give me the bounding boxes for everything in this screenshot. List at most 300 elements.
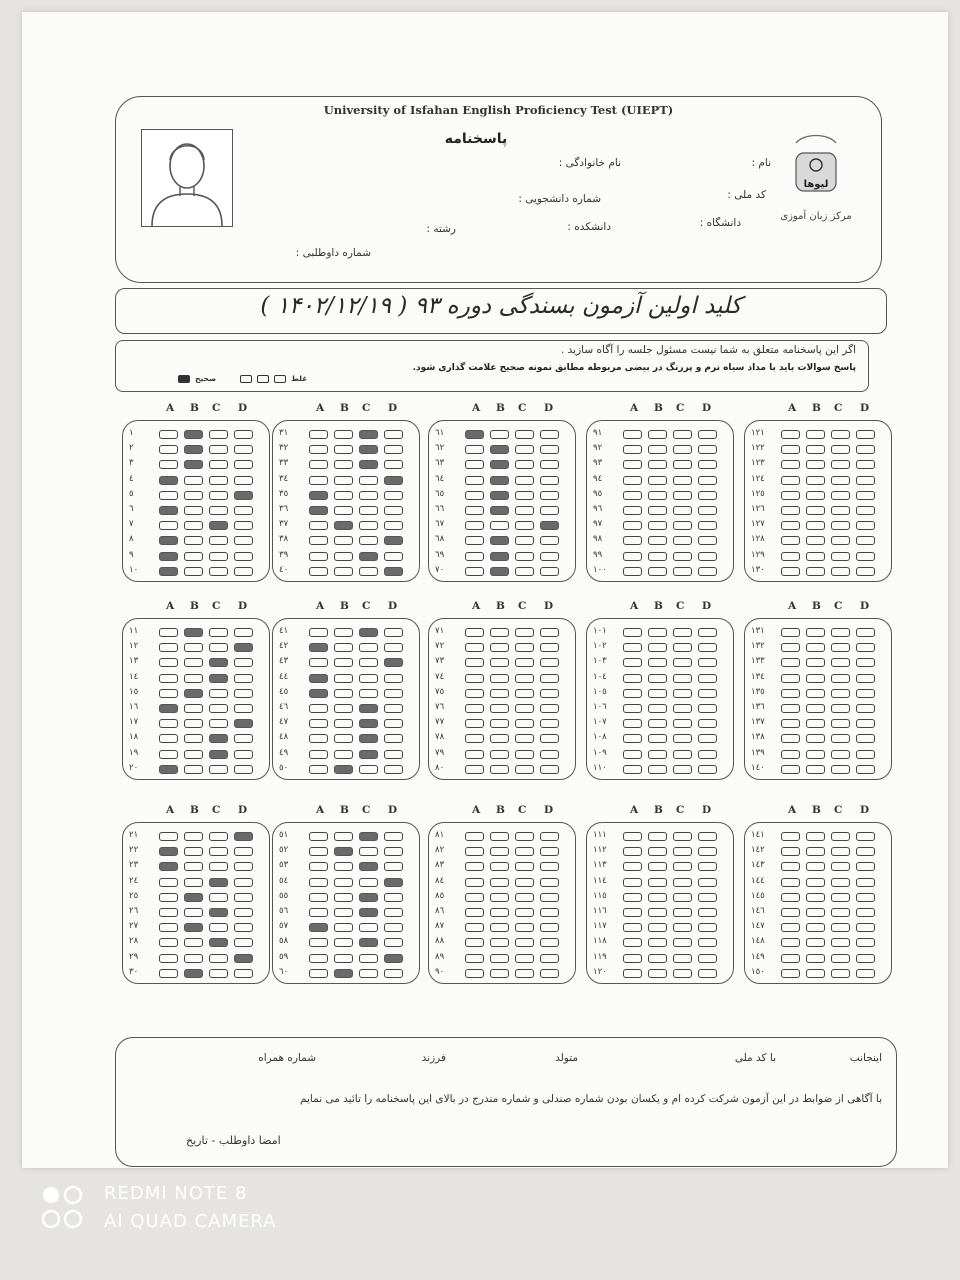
- answer-bubble-a[interactable]: [309, 521, 328, 530]
- answer-bubble-d[interactable]: [234, 750, 253, 759]
- answer-bubble-a[interactable]: [465, 674, 484, 683]
- answer-bubble-a[interactable]: [159, 704, 178, 713]
- answer-bubble-d[interactable]: [234, 893, 253, 902]
- answer-bubble-d[interactable]: [540, 893, 559, 902]
- answer-bubble-a[interactable]: [781, 750, 800, 759]
- answer-bubble-b[interactable]: [648, 476, 667, 485]
- answer-bubble-b[interactable]: [334, 430, 353, 439]
- answer-bubble-d[interactable]: [234, 506, 253, 515]
- answer-bubble-c[interactable]: [831, 908, 850, 917]
- answer-bubble-a[interactable]: [465, 460, 484, 469]
- answer-bubble-c[interactable]: [359, 765, 378, 774]
- answer-bubble-a[interactable]: [465, 567, 484, 576]
- answer-bubble-b[interactable]: [334, 734, 353, 743]
- answer-bubble-d[interactable]: [856, 862, 875, 871]
- answer-bubble-d[interactable]: [384, 893, 403, 902]
- answer-bubble-b[interactable]: [334, 847, 353, 856]
- answer-bubble-c[interactable]: [359, 923, 378, 932]
- answer-bubble-c[interactable]: [209, 847, 228, 856]
- answer-bubble-a[interactable]: [159, 938, 178, 947]
- answer-bubble-b[interactable]: [806, 765, 825, 774]
- answer-bubble-b[interactable]: [490, 878, 509, 887]
- answer-bubble-a[interactable]: [159, 430, 178, 439]
- answer-bubble-d[interactable]: [698, 734, 717, 743]
- answer-bubble-c[interactable]: [673, 536, 692, 545]
- answer-bubble-a[interactable]: [623, 430, 642, 439]
- answer-bubble-c[interactable]: [209, 674, 228, 683]
- answer-bubble-a[interactable]: [465, 765, 484, 774]
- answer-bubble-c[interactable]: [359, 445, 378, 454]
- answer-bubble-d[interactable]: [234, 954, 253, 963]
- answer-bubble-c[interactable]: [359, 521, 378, 530]
- answer-bubble-c[interactable]: [515, 476, 534, 485]
- answer-bubble-a[interactable]: [623, 476, 642, 485]
- answer-bubble-b[interactable]: [334, 689, 353, 698]
- answer-bubble-a[interactable]: [309, 954, 328, 963]
- answer-bubble-d[interactable]: [698, 476, 717, 485]
- answer-bubble-d[interactable]: [856, 536, 875, 545]
- answer-bubble-a[interactable]: [781, 878, 800, 887]
- answer-bubble-c[interactable]: [359, 430, 378, 439]
- answer-bubble-c[interactable]: [515, 765, 534, 774]
- answer-bubble-a[interactable]: [465, 719, 484, 728]
- answer-bubble-d[interactable]: [540, 460, 559, 469]
- answer-bubble-d[interactable]: [856, 750, 875, 759]
- answer-bubble-d[interactable]: [540, 521, 559, 530]
- answer-bubble-d[interactable]: [856, 969, 875, 978]
- answer-bubble-b[interactable]: [184, 938, 203, 947]
- answer-bubble-c[interactable]: [359, 689, 378, 698]
- answer-bubble-c[interactable]: [831, 643, 850, 652]
- answer-bubble-a[interactable]: [781, 969, 800, 978]
- answer-bubble-d[interactable]: [234, 923, 253, 932]
- answer-bubble-d[interactable]: [540, 491, 559, 500]
- answer-bubble-c[interactable]: [673, 734, 692, 743]
- answer-bubble-b[interactable]: [648, 658, 667, 667]
- answer-bubble-a[interactable]: [309, 628, 328, 637]
- answer-bubble-b[interactable]: [490, 567, 509, 576]
- answer-bubble-d[interactable]: [540, 430, 559, 439]
- answer-bubble-a[interactable]: [781, 954, 800, 963]
- answer-bubble-d[interactable]: [698, 552, 717, 561]
- answer-bubble-b[interactable]: [648, 878, 667, 887]
- answer-bubble-b[interactable]: [806, 862, 825, 871]
- answer-bubble-a[interactable]: [159, 847, 178, 856]
- answer-bubble-a[interactable]: [159, 567, 178, 576]
- answer-bubble-c[interactable]: [831, 954, 850, 963]
- answer-bubble-a[interactable]: [465, 521, 484, 530]
- answer-bubble-d[interactable]: [698, 674, 717, 683]
- answer-bubble-a[interactable]: [781, 658, 800, 667]
- answer-bubble-b[interactable]: [334, 445, 353, 454]
- answer-bubble-c[interactable]: [209, 506, 228, 515]
- answer-bubble-c[interactable]: [673, 430, 692, 439]
- answer-bubble-d[interactable]: [698, 938, 717, 947]
- answer-bubble-a[interactable]: [309, 908, 328, 917]
- answer-bubble-c[interactable]: [673, 506, 692, 515]
- answer-bubble-c[interactable]: [209, 954, 228, 963]
- answer-bubble-d[interactable]: [234, 704, 253, 713]
- answer-bubble-b[interactable]: [806, 445, 825, 454]
- answer-bubble-d[interactable]: [698, 878, 717, 887]
- answer-bubble-b[interactable]: [334, 643, 353, 652]
- answer-bubble-c[interactable]: [359, 878, 378, 887]
- answer-bubble-d[interactable]: [540, 643, 559, 652]
- answer-bubble-b[interactable]: [334, 460, 353, 469]
- answer-bubble-c[interactable]: [831, 521, 850, 530]
- answer-bubble-a[interactable]: [781, 476, 800, 485]
- answer-bubble-b[interactable]: [806, 476, 825, 485]
- answer-bubble-c[interactable]: [673, 704, 692, 713]
- answer-bubble-a[interactable]: [159, 491, 178, 500]
- answer-bubble-c[interactable]: [209, 445, 228, 454]
- answer-bubble-d[interactable]: [856, 704, 875, 713]
- answer-bubble-b[interactable]: [490, 506, 509, 515]
- answer-bubble-a[interactable]: [465, 969, 484, 978]
- answer-bubble-d[interactable]: [540, 908, 559, 917]
- answer-bubble-d[interactable]: [698, 719, 717, 728]
- answer-bubble-d[interactable]: [234, 832, 253, 841]
- answer-bubble-a[interactable]: [623, 445, 642, 454]
- answer-bubble-c[interactable]: [673, 969, 692, 978]
- answer-bubble-d[interactable]: [384, 878, 403, 887]
- answer-bubble-c[interactable]: [831, 430, 850, 439]
- answer-bubble-b[interactable]: [334, 750, 353, 759]
- answer-bubble-c[interactable]: [673, 893, 692, 902]
- answer-bubble-d[interactable]: [540, 938, 559, 947]
- answer-bubble-a[interactable]: [309, 536, 328, 545]
- answer-bubble-d[interactable]: [540, 506, 559, 515]
- answer-bubble-a[interactable]: [623, 628, 642, 637]
- answer-bubble-a[interactable]: [465, 536, 484, 545]
- answer-bubble-a[interactable]: [623, 734, 642, 743]
- answer-bubble-c[interactable]: [359, 552, 378, 561]
- answer-bubble-c[interactable]: [515, 445, 534, 454]
- answer-bubble-a[interactable]: [309, 476, 328, 485]
- answer-bubble-c[interactable]: [359, 491, 378, 500]
- answer-bubble-a[interactable]: [465, 734, 484, 743]
- answer-bubble-b[interactable]: [490, 832, 509, 841]
- answer-bubble-a[interactable]: [309, 847, 328, 856]
- answer-bubble-c[interactable]: [359, 847, 378, 856]
- answer-bubble-b[interactable]: [490, 476, 509, 485]
- answer-bubble-d[interactable]: [384, 938, 403, 947]
- answer-bubble-b[interactable]: [648, 832, 667, 841]
- answer-bubble-c[interactable]: [209, 832, 228, 841]
- answer-bubble-b[interactable]: [806, 847, 825, 856]
- answer-bubble-b[interactable]: [334, 719, 353, 728]
- answer-bubble-a[interactable]: [309, 567, 328, 576]
- answer-bubble-c[interactable]: [673, 689, 692, 698]
- answer-bubble-b[interactable]: [490, 954, 509, 963]
- answer-bubble-d[interactable]: [234, 908, 253, 917]
- answer-bubble-d[interactable]: [540, 969, 559, 978]
- answer-bubble-c[interactable]: [673, 750, 692, 759]
- answer-bubble-b[interactable]: [806, 689, 825, 698]
- answer-bubble-d[interactable]: [540, 674, 559, 683]
- answer-bubble-b[interactable]: [490, 923, 509, 932]
- answer-bubble-c[interactable]: [831, 476, 850, 485]
- answer-bubble-d[interactable]: [384, 734, 403, 743]
- answer-bubble-b[interactable]: [648, 689, 667, 698]
- answer-bubble-c[interactable]: [831, 658, 850, 667]
- answer-bubble-d[interactable]: [234, 460, 253, 469]
- answer-bubble-c[interactable]: [209, 704, 228, 713]
- answer-bubble-d[interactable]: [234, 847, 253, 856]
- answer-bubble-d[interactable]: [384, 643, 403, 652]
- answer-bubble-c[interactable]: [831, 506, 850, 515]
- answer-bubble-b[interactable]: [490, 674, 509, 683]
- answer-bubble-d[interactable]: [698, 506, 717, 515]
- answer-bubble-b[interactable]: [648, 567, 667, 576]
- answer-bubble-d[interactable]: [540, 567, 559, 576]
- answer-bubble-c[interactable]: [515, 832, 534, 841]
- answer-bubble-c[interactable]: [831, 491, 850, 500]
- answer-bubble-d[interactable]: [384, 862, 403, 871]
- answer-bubble-a[interactable]: [465, 938, 484, 947]
- answer-bubble-b[interactable]: [648, 552, 667, 561]
- answer-bubble-b[interactable]: [648, 734, 667, 743]
- answer-bubble-b[interactable]: [490, 908, 509, 917]
- answer-bubble-c[interactable]: [515, 643, 534, 652]
- answer-bubble-b[interactable]: [334, 969, 353, 978]
- answer-bubble-b[interactable]: [806, 750, 825, 759]
- answer-bubble-d[interactable]: [384, 704, 403, 713]
- answer-bubble-c[interactable]: [831, 969, 850, 978]
- answer-bubble-d[interactable]: [234, 674, 253, 683]
- answer-bubble-a[interactable]: [309, 862, 328, 871]
- answer-bubble-a[interactable]: [465, 847, 484, 856]
- answer-bubble-d[interactable]: [856, 689, 875, 698]
- answer-bubble-b[interactable]: [334, 938, 353, 947]
- answer-bubble-b[interactable]: [334, 506, 353, 515]
- answer-bubble-c[interactable]: [359, 704, 378, 713]
- answer-bubble-d[interactable]: [698, 893, 717, 902]
- answer-bubble-d[interactable]: [698, 954, 717, 963]
- answer-bubble-d[interactable]: [384, 847, 403, 856]
- answer-bubble-c[interactable]: [831, 460, 850, 469]
- answer-bubble-c[interactable]: [515, 750, 534, 759]
- answer-bubble-c[interactable]: [209, 765, 228, 774]
- answer-bubble-b[interactable]: [334, 908, 353, 917]
- answer-bubble-c[interactable]: [209, 893, 228, 902]
- answer-bubble-a[interactable]: [159, 506, 178, 515]
- answer-bubble-b[interactable]: [806, 628, 825, 637]
- answer-bubble-a[interactable]: [781, 734, 800, 743]
- answer-bubble-c[interactable]: [515, 658, 534, 667]
- answer-bubble-d[interactable]: [856, 628, 875, 637]
- answer-bubble-d[interactable]: [856, 938, 875, 947]
- answer-bubble-b[interactable]: [490, 734, 509, 743]
- answer-bubble-b[interactable]: [334, 536, 353, 545]
- answer-bubble-b[interactable]: [490, 521, 509, 530]
- answer-bubble-b[interactable]: [648, 938, 667, 947]
- answer-bubble-b[interactable]: [184, 719, 203, 728]
- answer-bubble-b[interactable]: [806, 674, 825, 683]
- answer-bubble-a[interactable]: [781, 923, 800, 932]
- answer-bubble-a[interactable]: [159, 536, 178, 545]
- answer-bubble-b[interactable]: [806, 491, 825, 500]
- answer-bubble-a[interactable]: [159, 969, 178, 978]
- answer-bubble-a[interactable]: [781, 832, 800, 841]
- answer-bubble-a[interactable]: [465, 954, 484, 963]
- answer-bubble-b[interactable]: [490, 719, 509, 728]
- answer-bubble-c[interactable]: [515, 536, 534, 545]
- answer-bubble-a[interactable]: [309, 893, 328, 902]
- answer-bubble-b[interactable]: [334, 765, 353, 774]
- answer-bubble-b[interactable]: [806, 938, 825, 947]
- answer-bubble-c[interactable]: [515, 521, 534, 530]
- answer-bubble-b[interactable]: [806, 734, 825, 743]
- answer-bubble-d[interactable]: [698, 491, 717, 500]
- answer-bubble-c[interactable]: [515, 893, 534, 902]
- answer-bubble-b[interactable]: [648, 750, 667, 759]
- answer-bubble-b[interactable]: [490, 938, 509, 947]
- answer-bubble-c[interactable]: [209, 491, 228, 500]
- answer-bubble-a[interactable]: [465, 750, 484, 759]
- answer-bubble-a[interactable]: [781, 506, 800, 515]
- answer-bubble-c[interactable]: [359, 969, 378, 978]
- answer-bubble-d[interactable]: [540, 750, 559, 759]
- answer-bubble-c[interactable]: [831, 567, 850, 576]
- answer-bubble-b[interactable]: [334, 476, 353, 485]
- answer-bubble-c[interactable]: [209, 938, 228, 947]
- answer-bubble-c[interactable]: [209, 923, 228, 932]
- answer-bubble-c[interactable]: [359, 643, 378, 652]
- answer-bubble-d[interactable]: [384, 719, 403, 728]
- answer-bubble-a[interactable]: [159, 658, 178, 667]
- answer-bubble-d[interactable]: [234, 969, 253, 978]
- answer-bubble-d[interactable]: [856, 765, 875, 774]
- answer-bubble-d[interactable]: [234, 734, 253, 743]
- answer-bubble-b[interactable]: [806, 908, 825, 917]
- answer-bubble-b[interactable]: [334, 923, 353, 932]
- answer-bubble-a[interactable]: [159, 832, 178, 841]
- answer-bubble-c[interactable]: [515, 847, 534, 856]
- answer-bubble-b[interactable]: [648, 445, 667, 454]
- answer-bubble-b[interactable]: [184, 893, 203, 902]
- answer-bubble-d[interactable]: [234, 476, 253, 485]
- answer-bubble-a[interactable]: [159, 674, 178, 683]
- answer-bubble-b[interactable]: [334, 893, 353, 902]
- answer-bubble-b[interactable]: [184, 734, 203, 743]
- answer-bubble-c[interactable]: [831, 765, 850, 774]
- answer-bubble-d[interactable]: [384, 506, 403, 515]
- answer-bubble-c[interactable]: [673, 658, 692, 667]
- answer-bubble-a[interactable]: [309, 491, 328, 500]
- answer-bubble-a[interactable]: [623, 765, 642, 774]
- answer-bubble-d[interactable]: [234, 878, 253, 887]
- answer-bubble-c[interactable]: [209, 689, 228, 698]
- answer-bubble-b[interactable]: [648, 521, 667, 530]
- answer-bubble-c[interactable]: [209, 430, 228, 439]
- answer-bubble-d[interactable]: [698, 689, 717, 698]
- answer-bubble-b[interactable]: [490, 893, 509, 902]
- answer-bubble-b[interactable]: [806, 506, 825, 515]
- answer-bubble-d[interactable]: [234, 643, 253, 652]
- answer-bubble-c[interactable]: [515, 734, 534, 743]
- answer-bubble-d[interactable]: [856, 521, 875, 530]
- answer-bubble-d[interactable]: [384, 536, 403, 545]
- answer-bubble-d[interactable]: [540, 552, 559, 561]
- answer-bubble-a[interactable]: [309, 674, 328, 683]
- answer-bubble-c[interactable]: [209, 567, 228, 576]
- answer-bubble-b[interactable]: [184, 954, 203, 963]
- answer-bubble-b[interactable]: [648, 506, 667, 515]
- answer-bubble-c[interactable]: [673, 765, 692, 774]
- answer-bubble-b[interactable]: [806, 643, 825, 652]
- answer-bubble-d[interactable]: [540, 445, 559, 454]
- answer-bubble-a[interactable]: [781, 704, 800, 713]
- answer-bubble-b[interactable]: [334, 521, 353, 530]
- answer-bubble-d[interactable]: [234, 445, 253, 454]
- answer-bubble-a[interactable]: [623, 506, 642, 515]
- answer-bubble-d[interactable]: [698, 969, 717, 978]
- answer-bubble-c[interactable]: [515, 878, 534, 887]
- answer-bubble-d[interactable]: [856, 847, 875, 856]
- answer-bubble-c[interactable]: [515, 862, 534, 871]
- answer-bubble-d[interactable]: [856, 643, 875, 652]
- answer-bubble-c[interactable]: [515, 969, 534, 978]
- answer-bubble-c[interactable]: [359, 658, 378, 667]
- answer-bubble-a[interactable]: [781, 460, 800, 469]
- answer-bubble-b[interactable]: [334, 658, 353, 667]
- answer-bubble-d[interactable]: [540, 847, 559, 856]
- answer-bubble-a[interactable]: [465, 689, 484, 698]
- answer-bubble-a[interactable]: [159, 878, 178, 887]
- answer-bubble-d[interactable]: [540, 658, 559, 667]
- answer-bubble-d[interactable]: [540, 734, 559, 743]
- answer-bubble-a[interactable]: [465, 506, 484, 515]
- answer-bubble-a[interactable]: [623, 567, 642, 576]
- answer-bubble-a[interactable]: [781, 719, 800, 728]
- answer-bubble-a[interactable]: [465, 704, 484, 713]
- answer-bubble-d[interactable]: [856, 658, 875, 667]
- answer-bubble-b[interactable]: [490, 862, 509, 871]
- answer-bubble-d[interactable]: [540, 765, 559, 774]
- answer-bubble-a[interactable]: [159, 719, 178, 728]
- answer-bubble-c[interactable]: [515, 704, 534, 713]
- answer-bubble-c[interactable]: [209, 643, 228, 652]
- answer-bubble-c[interactable]: [515, 552, 534, 561]
- answer-bubble-c[interactable]: [515, 938, 534, 947]
- answer-bubble-b[interactable]: [806, 923, 825, 932]
- answer-bubble-b[interactable]: [648, 704, 667, 713]
- answer-bubble-a[interactable]: [159, 908, 178, 917]
- answer-bubble-c[interactable]: [673, 628, 692, 637]
- answer-bubble-d[interactable]: [540, 862, 559, 871]
- answer-bubble-c[interactable]: [359, 862, 378, 871]
- answer-bubble-d[interactable]: [540, 719, 559, 728]
- answer-bubble-b[interactable]: [648, 893, 667, 902]
- answer-bubble-b[interactable]: [184, 765, 203, 774]
- answer-bubble-c[interactable]: [359, 832, 378, 841]
- answer-bubble-a[interactable]: [309, 643, 328, 652]
- answer-bubble-b[interactable]: [648, 460, 667, 469]
- answer-bubble-a[interactable]: [623, 847, 642, 856]
- answer-bubble-c[interactable]: [515, 491, 534, 500]
- answer-bubble-d[interactable]: [384, 628, 403, 637]
- answer-bubble-c[interactable]: [359, 938, 378, 947]
- answer-bubble-b[interactable]: [806, 878, 825, 887]
- answer-bubble-b[interactable]: [184, 704, 203, 713]
- answer-bubble-b[interactable]: [334, 552, 353, 561]
- answer-bubble-b[interactable]: [648, 643, 667, 652]
- answer-bubble-c[interactable]: [831, 734, 850, 743]
- answer-bubble-b[interactable]: [490, 445, 509, 454]
- answer-bubble-b[interactable]: [490, 643, 509, 652]
- answer-bubble-c[interactable]: [831, 847, 850, 856]
